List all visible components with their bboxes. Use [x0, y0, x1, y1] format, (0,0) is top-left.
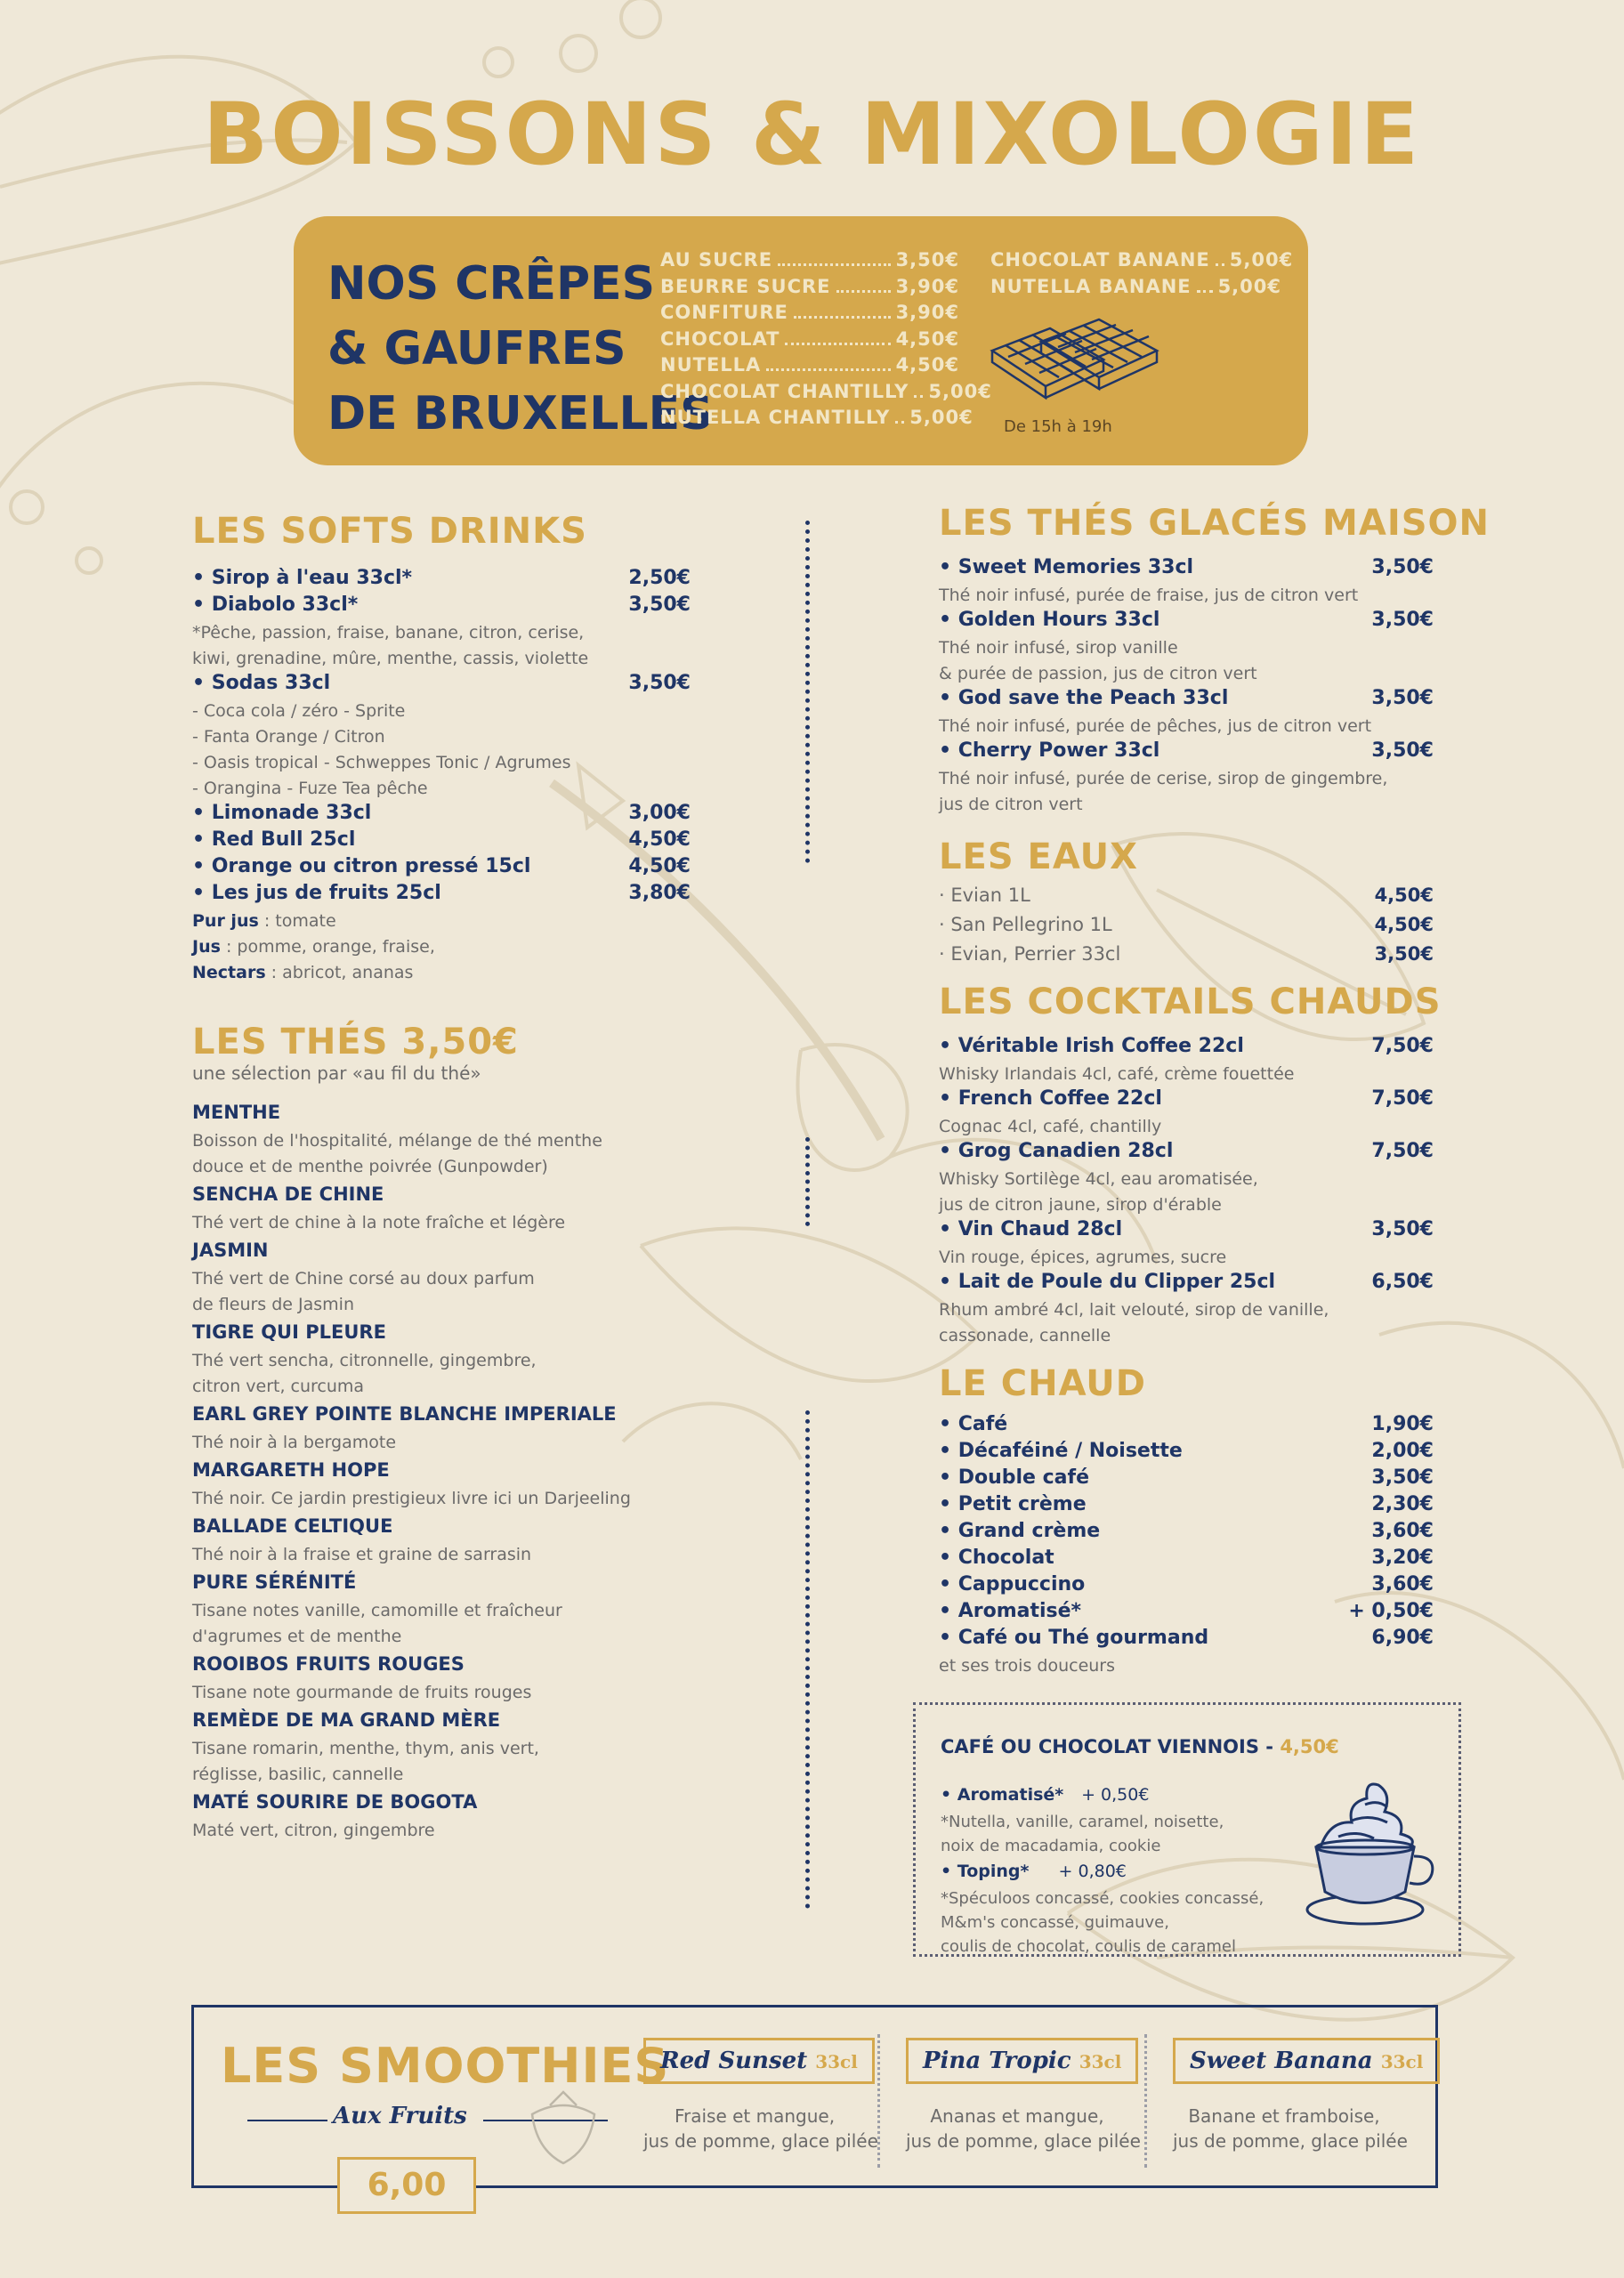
crepe-item: CHOCOLAT CHANTILLY 5,00€ [660, 380, 992, 402]
item-name: • God save the Peach 33cl [939, 687, 1229, 709]
tea-description: Thé noir. Ce jardin prestigieux livre ici un Darjeeling [192, 1489, 631, 1508]
item-price: + 0,50€ [1348, 1600, 1434, 1622]
menu-item [939, 556, 1434, 583]
tea-description: Tisane note gourmande de fruits rouges [192, 1683, 532, 1702]
item-name: • Vin Chaud 28cl [939, 1218, 1123, 1240]
tea-name: BALLADE CELTIQUE [192, 1515, 393, 1537]
tea-name: PURE SÉRÉNITÉ [192, 1571, 357, 1593]
crepes-hours: De 15h à 19h [1004, 417, 1112, 436]
menu-item [939, 1600, 1434, 1627]
smoothie-name: Sweet Banana 33cl [1173, 2038, 1440, 2084]
tea-description: Thé vert de Chine corsé au doux parfum [192, 1269, 535, 1288]
crepe-item: BEURRE SUCRE 3,90€ [660, 275, 959, 297]
crepes-title-line: DE BRUXELLES [327, 387, 714, 440]
tea-name: MATÉ SOURIRE DE BOGOTA [192, 1791, 478, 1813]
item-description: et ses trois douceurs [939, 1656, 1116, 1676]
crepe-item: NUTELLA BANANE 5,00€ [990, 275, 1281, 297]
item-price: 1,90€ [1371, 1413, 1434, 1435]
column-divider [805, 521, 810, 863]
divider [1144, 2034, 1147, 2168]
item-price: 3,60€ [1371, 1573, 1434, 1595]
smoothie-desc: Ananas et mangue, jus de pomme, glace pilée [906, 2105, 1141, 2152]
tea-description: réglisse, basilic, cannelle [192, 1765, 404, 1784]
decorative-line [247, 2120, 327, 2121]
item-price: 3,50€ [1371, 687, 1434, 709]
item-name: • Véritable Irish Coffee 22cl [939, 1035, 1244, 1057]
item-price: 3,50€ [1371, 739, 1434, 762]
menu-item [939, 1547, 1434, 1573]
item-description: - Coca cola / zéro - Sprite [192, 701, 406, 721]
item-description: *Spéculoos concassé, cookies concassé, [941, 1889, 1264, 1908]
tea-description: Thé noir à la bergamote [192, 1433, 397, 1452]
juice-detail: Jus : pomme, orange, fraise, [192, 937, 435, 957]
item-description: Cognac 4cl, café, chantilly [939, 1117, 1162, 1136]
viennois-title: CAFÉ OU CHOCOLAT VIENNOIS - 4,50€ [941, 1736, 1339, 1757]
menu-item: • Limonade 33cl 3,00€ [192, 802, 691, 824]
section-title-cocktails: LES COCKTAILS CHAUDS [939, 981, 1442, 1022]
glaces-section [939, 503, 1490, 818]
item-description: Rhum ambré 4cl, lait velouté, sirop de vanille, [939, 1300, 1329, 1320]
tea-description: douce et de menthe poivrée (Gunpowder) [192, 1157, 548, 1176]
tea-description: Boisson de l'hospitalité, mélange de thé menthe [192, 1131, 602, 1151]
menu-item: • Sirop à l'eau 33cl* 2,50€ [192, 567, 691, 589]
smoothie-desc: Fraise et mangue, jus de pomme, glace pilée [643, 2105, 878, 2152]
tea-name: MENTHE [192, 1102, 281, 1123]
item-description: Whisky Irlandais 4cl, café, crème fouettée [939, 1064, 1295, 1084]
section-title-thes: LES THÉS 3,50€ [192, 1022, 519, 1062]
viennois-option: • Aromatisé* + 0,50€ [941, 1785, 1150, 1805]
crepes-title [327, 252, 714, 447]
item-description: Thé noir infusé, purée de cerise, sirop de gingembre, [939, 769, 1388, 788]
cocktails-section [939, 981, 1442, 1349]
smoothie-name: Pina Tropic 33cl [906, 2038, 1138, 2084]
glaces-list [939, 556, 1434, 818]
tea-name: JASMIN [192, 1240, 269, 1261]
juice-detail: Pur jus : tomate [192, 911, 336, 931]
smoothie-item [1173, 2038, 1424, 2153]
menu-item: • Les jus de fruits 25cl 3,80€ [192, 882, 691, 904]
item-description: - Oasis tropical - Schweppes Tonic / Agrumes [192, 753, 571, 772]
menu-item [939, 687, 1434, 714]
item-name: • Café [939, 1413, 1008, 1435]
crepe-item: NUTELLA CHANTILLY 5,00€ [660, 407, 974, 428]
item-description: kiwi, grenadine, mûre, menthe, cassis, violette [192, 649, 589, 668]
item-name: • French Coffee 22cl [939, 1087, 1162, 1110]
item-price: 3,50€ [1371, 609, 1434, 631]
menu-item: · Evian, Perrier 33cl 3,50€ [939, 943, 1434, 965]
item-name: • Décaféiné / Noisette [939, 1440, 1183, 1462]
smoothie-name: Red Sunset 33cl [643, 2038, 875, 2084]
item-description: cassonade, cannelle [939, 1326, 1111, 1345]
item-name: • Double café [939, 1466, 1090, 1489]
crepe-item: AU SUCRE 3,50€ [660, 249, 959, 271]
menu-item: · San Pellegrino 1L 4,50€ [939, 914, 1434, 935]
chaud-list [939, 1413, 1434, 1653]
crepe-item: CHOCOLAT 4,50€ [660, 327, 959, 350]
item-description: M&m's concassé, guimauve, [941, 1913, 1169, 1932]
smoothie-item [643, 2038, 878, 2153]
page-title: BOISSONS & MIXOLOGIE [202, 85, 1422, 184]
item-name: • Sweet Memories 33cl [939, 556, 1194, 578]
juice-detail: Nectars : abricot, ananas [192, 963, 414, 982]
item-price: 2,00€ [1371, 1440, 1434, 1462]
column-divider [805, 1410, 810, 1909]
menu-item [939, 1413, 1434, 1440]
item-price: 3,50€ [1371, 1218, 1434, 1240]
menu-item [939, 1140, 1434, 1167]
item-name: • Golden Hours 33cl [939, 609, 1160, 631]
smoothies-title: LES SMOOTHIES [221, 2038, 670, 2094]
item-name: • Grand crème [939, 1520, 1101, 1542]
menu-item [939, 1087, 1434, 1114]
item-description: *Nutella, vanille, caramel, noisette, [941, 1813, 1224, 1831]
menu-item [939, 1440, 1434, 1466]
tea-description: Tisane romarin, menthe, thym, anis vert, [192, 1739, 539, 1758]
item-description: *Pêche, passion, fraise, banane, citron, cerise, [192, 623, 585, 642]
tea-name: ROOIBOS FRUITS ROUGES [192, 1653, 465, 1675]
tea-name: TIGRE QUI PLEURE [192, 1321, 386, 1343]
crepes-list [660, 249, 992, 433]
strawberry-icon [514, 2088, 612, 2168]
item-price: 2,30€ [1371, 1493, 1434, 1515]
item-price: 3,20€ [1371, 1547, 1434, 1569]
section-title-chaud: LE CHAUD [939, 1363, 1146, 1404]
viennois-box [913, 1702, 1461, 1957]
item-name: • Chocolat [939, 1547, 1054, 1569]
item-description: noix de macadamia, cookie [941, 1837, 1161, 1855]
smoothies-price: 6,00 [337, 2157, 476, 2214]
menu-item [939, 1035, 1434, 1062]
divider [877, 2034, 880, 2168]
item-description: Thé noir infusé, sirop vanille [939, 638, 1178, 658]
tea-name: MARGARETH HOPE [192, 1459, 390, 1481]
section-title-softs: LES SOFTS DRINKS [192, 511, 587, 552]
item-description: Vin rouge, épices, agrumes, sucre [939, 1248, 1227, 1267]
item-description: - Orangina - Fuze Tea pêche [192, 779, 428, 798]
tea-description: Thé vert sencha, citronnelle, gingembre, [192, 1351, 537, 1370]
crepes-title-line: & GAUFRES [327, 322, 626, 376]
tea-description: Maté vert, citron, gingembre [192, 1821, 435, 1840]
item-description: & purée de passion, jus de citron vert [939, 664, 1257, 683]
item-price: 3,50€ [1371, 1466, 1434, 1489]
menu-item [939, 609, 1434, 635]
menu-item: • Orange ou citron pressé 15cl 4,50€ [192, 855, 691, 877]
menu-item [939, 1218, 1434, 1245]
menu-item [939, 1573, 1434, 1600]
crepe-item: NUTELLA 4,50€ [660, 354, 959, 376]
tea-list [192, 1102, 691, 1844]
section-title-eaux: LES EAUX [939, 836, 1138, 877]
item-description: Thé noir infusé, purée de pêches, jus de citron vert [939, 716, 1372, 736]
tea-name: EARL GREY POINTE BLANCHE IMPERIALE [192, 1403, 617, 1425]
crepe-item: CHOCOLAT BANANE 5,00€ [990, 249, 1294, 271]
chaud-section [939, 1363, 1434, 1679]
item-description: coulis de chocolat, coulis de caramel [941, 1937, 1237, 1956]
menu-item [939, 739, 1434, 766]
tea-description: Tisane notes vanille, camomille et fraîcheur [192, 1601, 562, 1620]
menu-item [939, 1493, 1434, 1520]
tea-name: SENCHA DE CHINE [192, 1183, 384, 1205]
item-description: Whisky Sortilège 4cl, eau aromatisée, [939, 1169, 1258, 1189]
item-name: • Café ou Thé gourmand [939, 1627, 1209, 1649]
smoothie-item [906, 2038, 1141, 2153]
column-divider [805, 1137, 810, 1226]
item-name: • Cherry Power 33cl [939, 739, 1160, 762]
item-name: • Lait de Poule du Clipper 25cl [939, 1271, 1276, 1293]
item-name: • Petit crème [939, 1493, 1087, 1515]
item-description: - Fanta Orange / Citron [192, 727, 385, 747]
menu-item: · Evian 1L 4,50€ [939, 885, 1434, 906]
item-price: 3,60€ [1371, 1520, 1434, 1542]
menu-item [939, 1627, 1434, 1653]
item-name: • Cappuccino [939, 1573, 1086, 1595]
crepes-list-2 [990, 249, 1294, 302]
item-price: 6,50€ [1371, 1271, 1434, 1293]
item-price: 7,50€ [1371, 1140, 1434, 1162]
waffle-icon [988, 311, 1175, 408]
tea-name: REMÈDE DE MA GRAND MÈRE [192, 1709, 501, 1731]
item-price: 7,50€ [1371, 1087, 1434, 1110]
item-price: 6,90€ [1371, 1627, 1434, 1649]
eaux-section [939, 836, 1434, 973]
tea-description: de fleurs de Jasmin [192, 1295, 355, 1314]
smoothie-desc: Banane et framboise, jus de pomme, glace pilée [1173, 2105, 1408, 2152]
tea-description: Thé noir à la fraise et graine de sarrasin [192, 1545, 532, 1564]
item-description: jus de citron jaune, sirop d'érable [939, 1195, 1222, 1215]
cup-icon [1303, 1758, 1436, 1927]
crepes-title-line: NOS CRÊPES [327, 257, 656, 311]
item-name: • Aromatisé* [939, 1600, 1082, 1622]
menu-item: • Sodas 33cl 3,50€ [192, 672, 691, 694]
crepe-item: CONFITURE 3,90€ [660, 302, 959, 323]
menu-item: • Red Bull 25cl 4,50€ [192, 828, 691, 851]
menu-item [939, 1271, 1434, 1297]
thes-section [192, 1022, 691, 1844]
section-title-glaces: LES THÉS GLACÉS MAISON [939, 503, 1490, 544]
menu-item [939, 1520, 1434, 1547]
item-price: 3,50€ [1371, 556, 1434, 578]
smoothies-subtitle: Aux Fruits [333, 2103, 467, 2129]
tea-description: d'agrumes et de menthe [192, 1627, 402, 1646]
smoothies-panel [191, 2005, 1438, 2203]
menu-item: • Diabolo 33cl* 3,50€ [192, 594, 691, 616]
item-description: jus de citron vert [939, 795, 1083, 814]
cocktails-list [939, 1035, 1434, 1349]
tea-description: Thé vert de chine à la note fraîche et légère [192, 1213, 566, 1232]
section-subtitle: une sélection par «au fil du thé» [192, 1062, 481, 1084]
item-name: • Grog Canadien 28cl [939, 1140, 1174, 1162]
softs-section [192, 511, 691, 986]
viennois-option: • Toping* + 0,80€ [941, 1862, 1127, 1881]
viennois-options [941, 1785, 1314, 1959]
tea-description: citron vert, curcuma [192, 1377, 365, 1396]
item-description: Thé noir infusé, purée de fraise, jus de citron vert [939, 586, 1359, 605]
crepes-panel [294, 216, 1308, 465]
item-price: 7,50€ [1371, 1035, 1434, 1057]
menu-item [939, 1466, 1434, 1493]
